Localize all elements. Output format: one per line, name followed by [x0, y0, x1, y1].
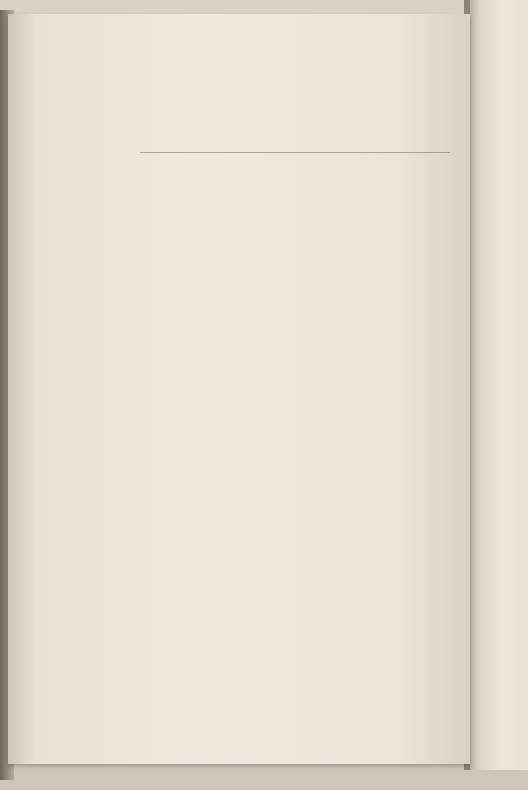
right-page	[464, 0, 528, 770]
section-divider	[140, 152, 450, 153]
table-surface	[0, 764, 528, 790]
left-page	[8, 14, 470, 764]
running-header	[133, 40, 147, 54]
